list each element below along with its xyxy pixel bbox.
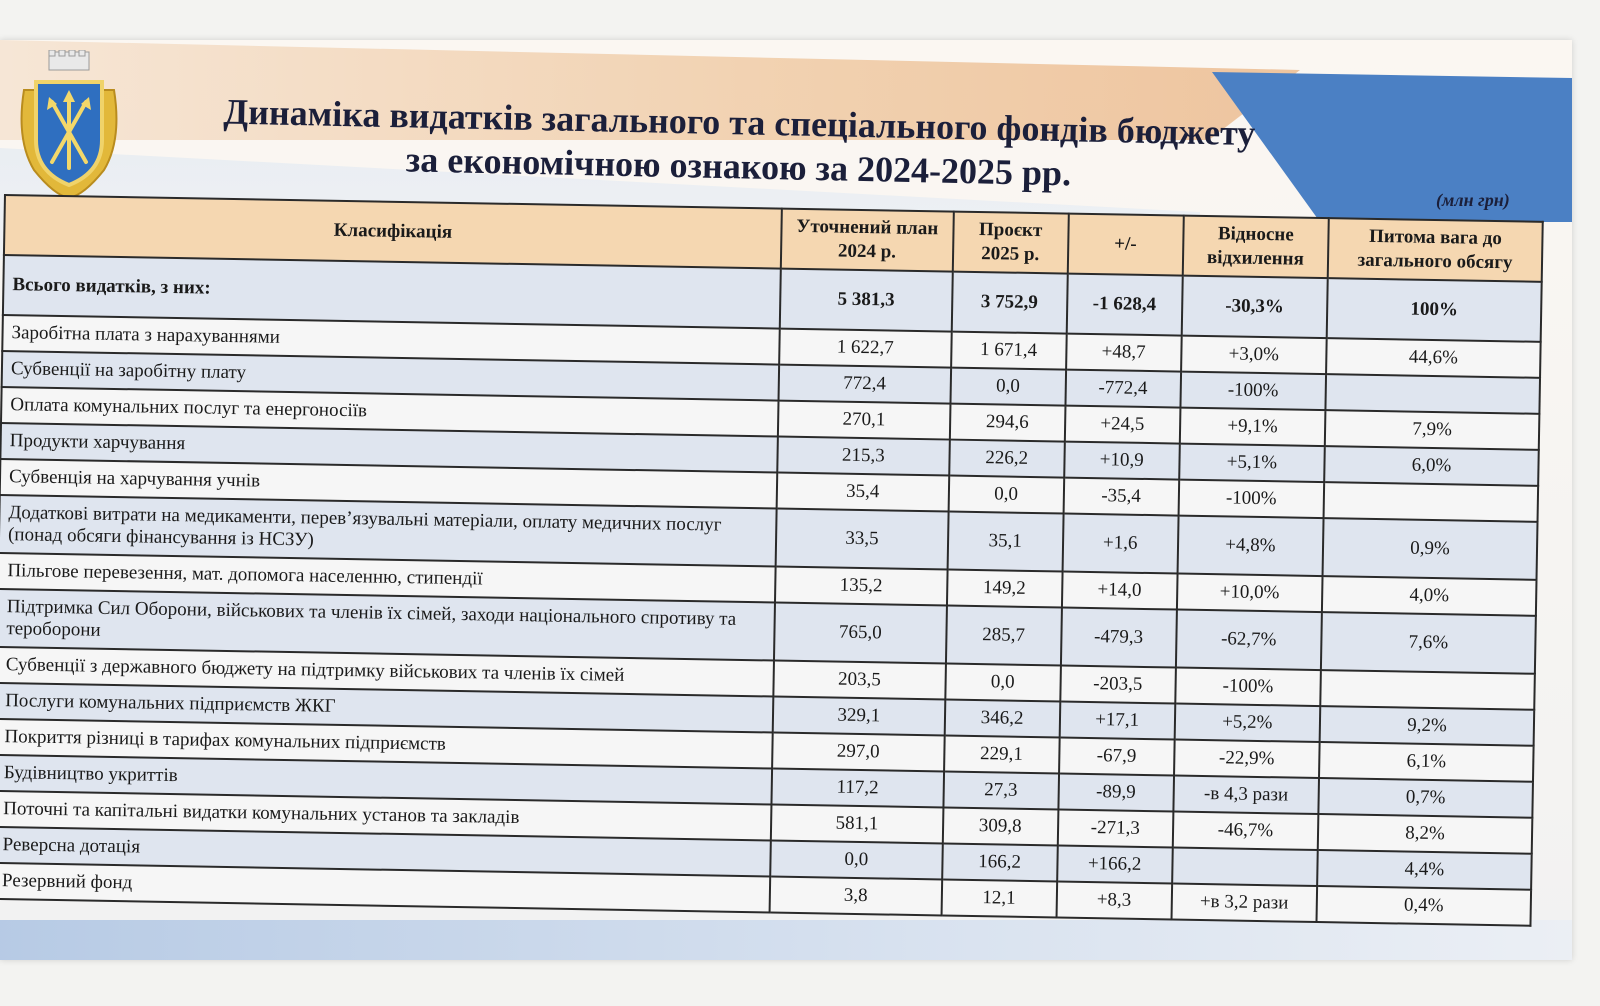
header-classification: Класифікація: [4, 195, 782, 269]
row-diff: +166,2: [1057, 845, 1173, 883]
decor-bottom-band: [0, 920, 1572, 960]
row-relative: -62,7%: [1176, 610, 1322, 671]
row-plan-2024: 297,0: [772, 732, 944, 771]
row-project-2025: 27,3: [943, 771, 1059, 809]
header-diff: +/-: [1067, 214, 1183, 276]
expenditure-table: [0, 194, 1544, 927]
header-share: Питома вага до загального обсягу: [1328, 218, 1543, 282]
units-label: (млн грн): [1436, 190, 1510, 210]
row-share: [1324, 482, 1539, 522]
row-project-2025: 285,7: [946, 606, 1062, 666]
total-project-2025: 3 752,9: [951, 272, 1067, 334]
row-relative: -в 4,3 рази: [1173, 776, 1319, 815]
row-diff: +48,7: [1066, 334, 1182, 372]
row-diff: -67,9: [1059, 738, 1175, 776]
header-relative: Відносне відхилення: [1182, 216, 1328, 279]
row-name: Заробітна плата з нарахуваннями: [2, 315, 780, 365]
row-share: 4,4%: [1317, 850, 1532, 890]
header-plan-2024: Уточнений план 2024 р.: [781, 209, 954, 272]
total-relative: -30,3%: [1181, 276, 1327, 339]
row-diff: -35,4: [1063, 478, 1179, 516]
row-project-2025: 1 671,4: [951, 332, 1067, 370]
row-relative: [1172, 847, 1318, 886]
row-plan-2024: 117,2: [772, 768, 944, 807]
row-relative: +9,1%: [1180, 408, 1326, 447]
row-name: Реверсна дотація: [0, 827, 771, 877]
row-relative: -100%: [1180, 372, 1326, 411]
row-diff: -479,3: [1061, 608, 1177, 668]
row-relative: +в 3,2 рази: [1171, 883, 1317, 922]
row-relative: -100%: [1178, 480, 1324, 519]
row-share: 7,6%: [1321, 612, 1536, 674]
row-plan-2024: 203,5: [773, 661, 945, 700]
row-project-2025: 12,1: [941, 879, 1057, 917]
row-project-2025: 0,0: [945, 664, 1061, 702]
row-project-2025: 149,2: [947, 570, 1063, 608]
row-diff: +8,3: [1056, 881, 1172, 919]
row-plan-2024: 581,1: [771, 804, 943, 843]
row-diff: +17,1: [1059, 702, 1175, 740]
row-share: 0,7%: [1318, 778, 1533, 818]
row-plan-2024: 765,0: [774, 603, 947, 664]
row-project-2025: 346,2: [944, 699, 1060, 737]
row-diff: -772,4: [1065, 370, 1181, 408]
header-project-2025: Проєкт 2025 р.: [952, 212, 1068, 274]
row-name: Субвенції з державного бюджету на підтримку військових та членів їх сімей: [0, 647, 774, 697]
row-relative: +5,1%: [1179, 444, 1325, 483]
row-share: 6,0%: [1324, 446, 1539, 486]
slide: [0, 40, 1572, 960]
row-project-2025: 226,2: [949, 440, 1065, 478]
row-plan-2024: 0,0: [770, 840, 942, 879]
row-relative: +5,2%: [1174, 704, 1320, 743]
row-project-2025: 0,0: [948, 476, 1064, 514]
total-share: 100%: [1327, 278, 1542, 342]
row-share: 44,6%: [1326, 338, 1541, 378]
row-project-2025: 229,1: [944, 735, 1060, 773]
row-name: Субвенції на заробітну плату: [2, 351, 780, 401]
row-name: Резервний фонд: [0, 863, 770, 913]
row-plan-2024: 135,2: [775, 567, 947, 606]
row-plan-2024: 329,1: [773, 697, 945, 736]
expenditure-table-wrapper: [0, 194, 1544, 927]
row-project-2025: 294,6: [949, 404, 1065, 442]
row-share: 9,2%: [1320, 706, 1535, 746]
total-plan-2024: 5 381,3: [780, 269, 953, 332]
row-name: Поточні та капітальні видатки комунальних установ та закладів: [0, 791, 772, 841]
row-relative: +10,0%: [1177, 574, 1323, 613]
row-plan-2024: 33,5: [776, 509, 949, 570]
row-diff: +10,9: [1064, 442, 1180, 480]
row-project-2025: 35,1: [947, 512, 1063, 572]
row-relative: -100%: [1175, 668, 1321, 707]
row-relative: -46,7%: [1172, 811, 1318, 850]
row-share: 8,2%: [1318, 814, 1533, 854]
row-diff: -89,9: [1058, 773, 1174, 811]
row-name: Покриття різниці в тарифах комунальних підприємств: [0, 719, 773, 769]
row-name: Додаткові витрати на медикаменти, перев’язувальні матеріали, оплату медичних послуг (понад обсяги фінансування із НСЗУ): [0, 495, 777, 567]
row-plan-2024: 215,3: [777, 437, 949, 476]
row-plan-2024: 35,4: [777, 473, 949, 512]
total-diff: -1 628,4: [1066, 274, 1182, 336]
row-name: Субвенція на харчування учнів: [0, 459, 777, 509]
title-line-1: Динаміка видатків загального та спеціального фондів бюджету: [223, 91, 1256, 154]
row-name: Будівництво укриттів: [0, 755, 772, 805]
row-plan-2024: 1 622,7: [779, 329, 951, 368]
coat-of-arms-icon: [14, 50, 124, 200]
row-name: Пільгове перевезення, мат. допомога населенню, стипендії: [0, 553, 776, 603]
total-name: Всього видатків, з них:: [3, 255, 781, 329]
row-relative: -22,9%: [1174, 740, 1320, 779]
row-name: Підтримка Сил Оборони, військових та членів їх сімей, заходи національного спротиву та тероборони: [0, 589, 775, 661]
row-share: 0,9%: [1323, 518, 1538, 580]
row-share: 0,4%: [1317, 886, 1532, 926]
row-plan-2024: 270,1: [778, 401, 950, 440]
row-plan-2024: 772,4: [779, 365, 951, 404]
row-diff: +24,5: [1064, 406, 1180, 444]
row-diff: +14,0: [1062, 572, 1178, 610]
row-share: 7,9%: [1325, 410, 1540, 450]
row-share: [1325, 374, 1540, 414]
row-relative: +3,0%: [1181, 336, 1327, 375]
row-plan-2024: 3,8: [770, 876, 942, 915]
row-relative: +4,8%: [1177, 516, 1323, 577]
row-diff: -203,5: [1060, 666, 1176, 704]
row-name: Оплата комунальних послуг та енергоносіїв: [1, 387, 779, 437]
row-name: Продукти харчування: [0, 423, 778, 473]
row-project-2025: 309,8: [942, 807, 1058, 845]
row-share: 4,0%: [1322, 576, 1537, 616]
row-diff: -271,3: [1057, 809, 1173, 847]
row-diff: +1,6: [1062, 514, 1178, 574]
row-name: Послуги комунальних підприємств ЖКГ: [0, 683, 773, 733]
row-share: 6,1%: [1319, 742, 1534, 782]
row-project-2025: 166,2: [942, 843, 1058, 881]
row-share: [1320, 670, 1535, 710]
title-line-2: за економічною ознакою за 2024-2025 рр.: [405, 139, 1072, 194]
row-project-2025: 0,0: [950, 368, 1066, 406]
